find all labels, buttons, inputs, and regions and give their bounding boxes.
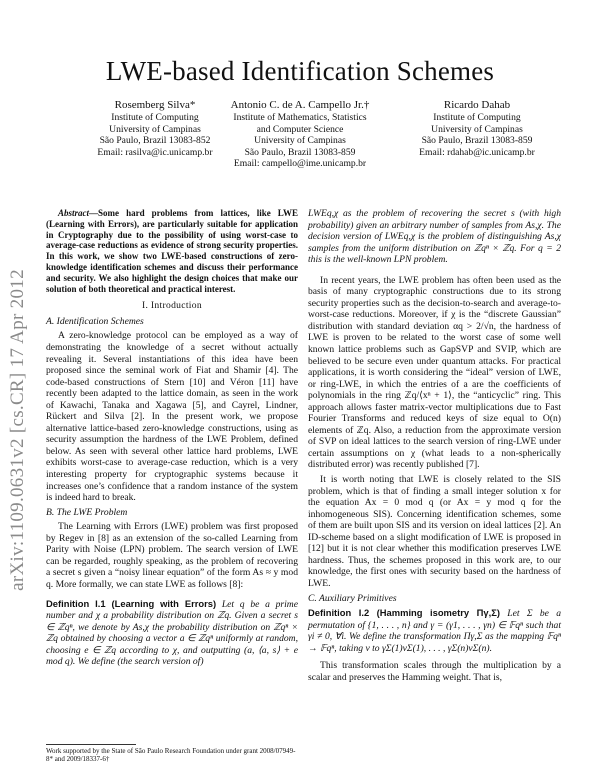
paragraph: This transformation scales through the multiplication by a scalar and preserves the Hamming weight. That is, xyxy=(308,660,561,683)
left-column xyxy=(46,208,298,668)
abstract xyxy=(46,208,298,294)
author-name: Antonio C. de A. Campello Jr.† xyxy=(230,99,370,111)
author-block-1 xyxy=(70,99,240,158)
author-affiliation: Institute of Computing xyxy=(111,112,199,123)
author-affiliation: University of Campinas xyxy=(431,123,523,135)
abstract-text: —Some hard problems from lattices, like LWE (Learning with Errors), are particularly suitable for application in Cryptography due to the possibility of using worst-case to average-case reductions as evidence of strong security properties. In this work, we show two LWE-based constructions of zero-knowledge identification schemes and discuss their performance and security. We also highlight the design choices that make our solution of both theoretical and practical interest. xyxy=(46,208,298,294)
author-affiliation: Institute of Mathematics, Statistics xyxy=(233,112,367,123)
author-email: Email: rasilva@ic.unicamp.br xyxy=(97,146,213,158)
footnote: Work supported by the State of São Paulo Research Foundation under grant 2008/07949-8* and 2009/18337-6† xyxy=(46,747,296,764)
author-affiliation: and Computer Science xyxy=(256,123,344,135)
definition-2 xyxy=(308,607,561,654)
subsection-heading: B. The LWE Problem xyxy=(46,506,128,518)
author-name: Rosemberg Silva* xyxy=(114,99,196,111)
abstract-lead: Abstract xyxy=(58,208,90,218)
paper-title: LWE-based Identification Schemes xyxy=(105,56,495,86)
footnote-rule xyxy=(46,744,136,745)
author-affiliation: University of Campinas xyxy=(254,135,346,147)
author-name: Ricardo Dahab xyxy=(443,99,511,111)
paragraph: The Learning with Errors (LWE) problem was first proposed by Regev in [8] as an extension of the so-called Learning from Parity with Noise (LPN) problem. The search version of LWE can be regarded, roughly speaking, as the problem of recovering a secret s given a “noisy linear equation” of the form As ≈ y mod q. More formally, we can state LWE as follows [8]: xyxy=(46,521,298,590)
paragraph: In recent years, the LWE problem has often been used as the basis of many cryptographic constructions due to its strong security properties such as the decision-to-search and average-to-worst-case reductions. Moreover, if χ is the “discrete Gaussian” distribution with standard deviation αq > 2/√n, the hardness of LWE is proven to be related to the worst case of some well known lattice problems such as GapSVP and SVIP, which are believed to be secure even under quantum attacks. For practical applications, it is worth considering the “ideal” version of LWE, or ring-LWE, in which the entries of a are the coefficients of polynomials in the ring ℤq/⟨xⁿ + 1⟩, the “anticyclic” ring. This approach allows faster matrix-vector multiplications due to Fast Fourier Transforms and reduced keys of size equal to O(n) elements of ℤq. Also, a reduction from the approximate version of SVP on ideal lattices to the search version of ring-LWE under certain assumptions on χ (what leads to a non-spherically distributed error) was recently published [7]. xyxy=(308,274,561,471)
author-address: São Paulo, Brazil 13083-859 xyxy=(244,146,356,158)
subsection-heading: C. Auxiliary Primitives xyxy=(308,592,397,604)
section-heading: I. Introduction xyxy=(142,300,202,312)
author-address: São Paulo, Brazil 13083-852 xyxy=(99,135,211,147)
definition-1 xyxy=(46,598,298,668)
paragraph: A zero-knowledge protocol can be employed as a way of demonstrating the knowledge of a secret without actually revealing it. Several instantiations of this idea have been proposed since the seminal work of Fiat and Shamir [4]. The code-based constructions of Stern [10] and Véron [11] have recently been adapted to the lattice domain, as seen in the work of Kawachi, Tanaka and Xagawa [5], and Cayrel, Lindner, Rückert and Silva [2]. In the present work, we propose alternative lattice-based zero-knowledge constructions, using as security assumption the hardness of the LWE Problem, defined below. As seen with several other lattice hard problems, LWE exhibits worst-case to average-case reduction, which is a very interesting property for cryptographic systems because it increases one’s confidence that a random instance of the system is indeed hard to break. xyxy=(46,330,298,504)
definition-body: Let q be a prime number and χ a probability distribution on ℤq. Given a secret s ∈ ℤqⁿ, we denote by As,χ the probability distribution on ℤqⁿ × ℤq obtained by choosing a vector a ∈ ℤqⁿ uniformly at random, choosing e ∈ ℤq according to χ, and outputting (a, ⟨a, s⟩ + e mod q). We define (the search version of) xyxy=(46,598,298,668)
author-affiliation: University of Campinas xyxy=(109,123,201,135)
definition-label: Definition I.2 (Hamming isometry Πγ,Σ) xyxy=(308,607,500,619)
definition-body: Let Σ be a permutation of {1, . . . , n} and γ = (γ1, . . . , γn) ∈ 𝔽qⁿ such that γi ≠ 0, ∀i. We define the transformation Πγ,Σ as the mapping 𝔽qⁿ → 𝔽qⁿ, taking v to γΣ(1)vΣ(1), . . . , γΣ(n)vΣ(n). xyxy=(308,608,561,654)
author-block-3 xyxy=(402,99,552,158)
definition-label: Definition I.1 (Learning with Errors) xyxy=(46,597,217,609)
subsection-heading: A. Identification Schemes xyxy=(46,315,144,327)
author-email: Email: rdahab@ic.unicamp.br xyxy=(419,146,535,158)
arxiv-stamp: arXiv:1109.0631v2 [cs.CR] 17 Apr 2012 xyxy=(7,269,28,591)
right-column xyxy=(308,208,561,683)
author-email: Email: campello@ime.unicamp.br xyxy=(233,158,367,170)
definition-continuation: LWEq,χ as the problem of recovering the secret s (with high probability) given an arbitrary number of samples from As,χ. The decision version of LWEq,χ is the problem of distinguishing As,χ samples from the uniform distribution on ℤqⁿ × ℤq. For q = 2 this is the well-known LPN problem. xyxy=(308,208,561,266)
author-block-2 xyxy=(218,99,382,170)
author-affiliation: Institute of Computing xyxy=(433,112,521,123)
author-address: São Paulo, Brazil 13083-859 xyxy=(421,135,533,147)
paragraph: It is worth noting that LWE is closely related to the SIS problem, which is that of finding a small integer solution x for the equation Ax = 0 mod q (or Ax = y mod q for the inhomogeneous SIS). Concerning identification schemes, some of them are built upon SIS and its version on ideal lattices [2]. An ID-scheme based on a slight modification of LWE is proposed in [12] but it is not clear whether this modification preserves LWE hardness. Thus, the schemes proposed in this work are, to our knowledge, the first ones with security based on the hardness of LWE. xyxy=(308,474,561,589)
